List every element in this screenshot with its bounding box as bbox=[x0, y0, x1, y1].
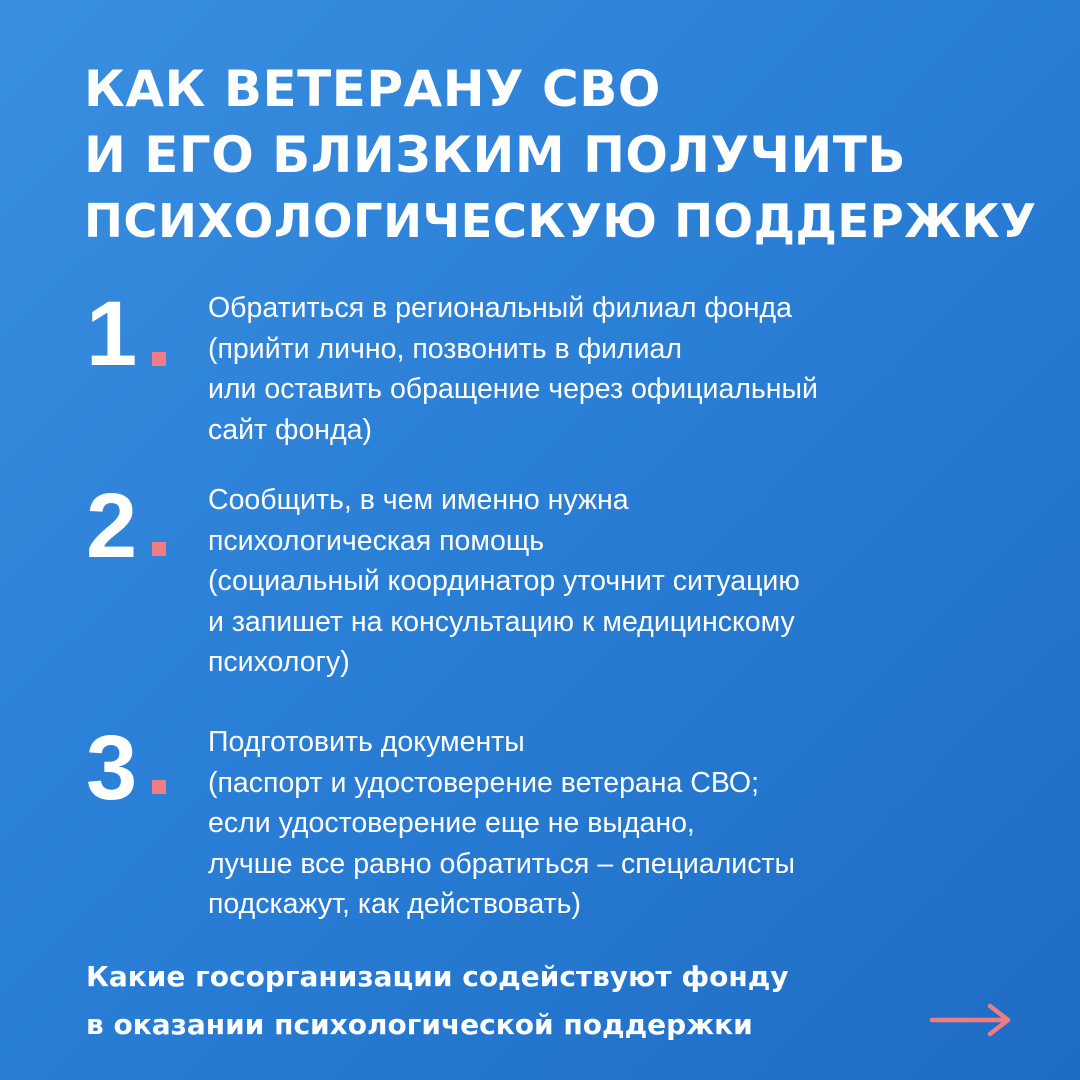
title-line: И ЕГО БЛИЗКИМ ПОЛУЧИТЬ bbox=[84, 126, 906, 184]
step-number: 2 bbox=[86, 475, 138, 577]
step-text-line: сайт фонда) bbox=[208, 413, 373, 446]
step-text-line: или оставить обращение через официальный bbox=[208, 373, 818, 405]
step-text-line: (прийти лично, позвонить в филиал bbox=[208, 332, 682, 365]
footer-line: в оказании психологической поддержки bbox=[86, 1008, 753, 1041]
title-line: КАК ВЕТЕРАНУ СВО bbox=[84, 60, 661, 118]
step-text bbox=[208, 288, 1048, 450]
step-text-line: и запишет на консультацию к медицинскому bbox=[208, 605, 795, 638]
step-text-line: Подготовить документы bbox=[208, 726, 525, 758]
step-text-line: (социальный координатор уточнит ситуацию bbox=[208, 565, 800, 597]
step-text-line: лучше все равно обратиться – специалисты bbox=[208, 847, 796, 880]
step-text-line: подскажут, как действовать) bbox=[208, 888, 581, 920]
step-number: 1 bbox=[86, 283, 138, 385]
step-text-line: психологическая помощь bbox=[208, 524, 545, 557]
step-text-line: (паспорт и удостоверение ветерана СВО; bbox=[208, 766, 760, 799]
step-text-line: Сообщить, в чем именно нужна bbox=[208, 484, 629, 516]
arrow-right-icon[interactable] bbox=[928, 1002, 1014, 1038]
accent-dot bbox=[152, 780, 166, 794]
footer-line: Какие госорганизации содействуют фонду bbox=[86, 960, 789, 993]
accent-dot bbox=[152, 352, 166, 366]
step-text-line: если удостоверение еще не выдано, bbox=[208, 807, 695, 839]
footer-caption bbox=[86, 953, 946, 1049]
step-text bbox=[208, 480, 1048, 683]
step-text-line: психологу) bbox=[208, 646, 350, 678]
accent-dot bbox=[152, 542, 166, 556]
step-text bbox=[208, 722, 1048, 925]
page-title bbox=[84, 56, 1044, 254]
step-number: 3 bbox=[86, 717, 138, 819]
step-text-line: Обратиться в региональный филиал фонда bbox=[208, 292, 792, 324]
title-line: ПСИХОЛОГИЧЕСКУЮ ПОДДЕРЖКУ bbox=[84, 194, 1037, 248]
